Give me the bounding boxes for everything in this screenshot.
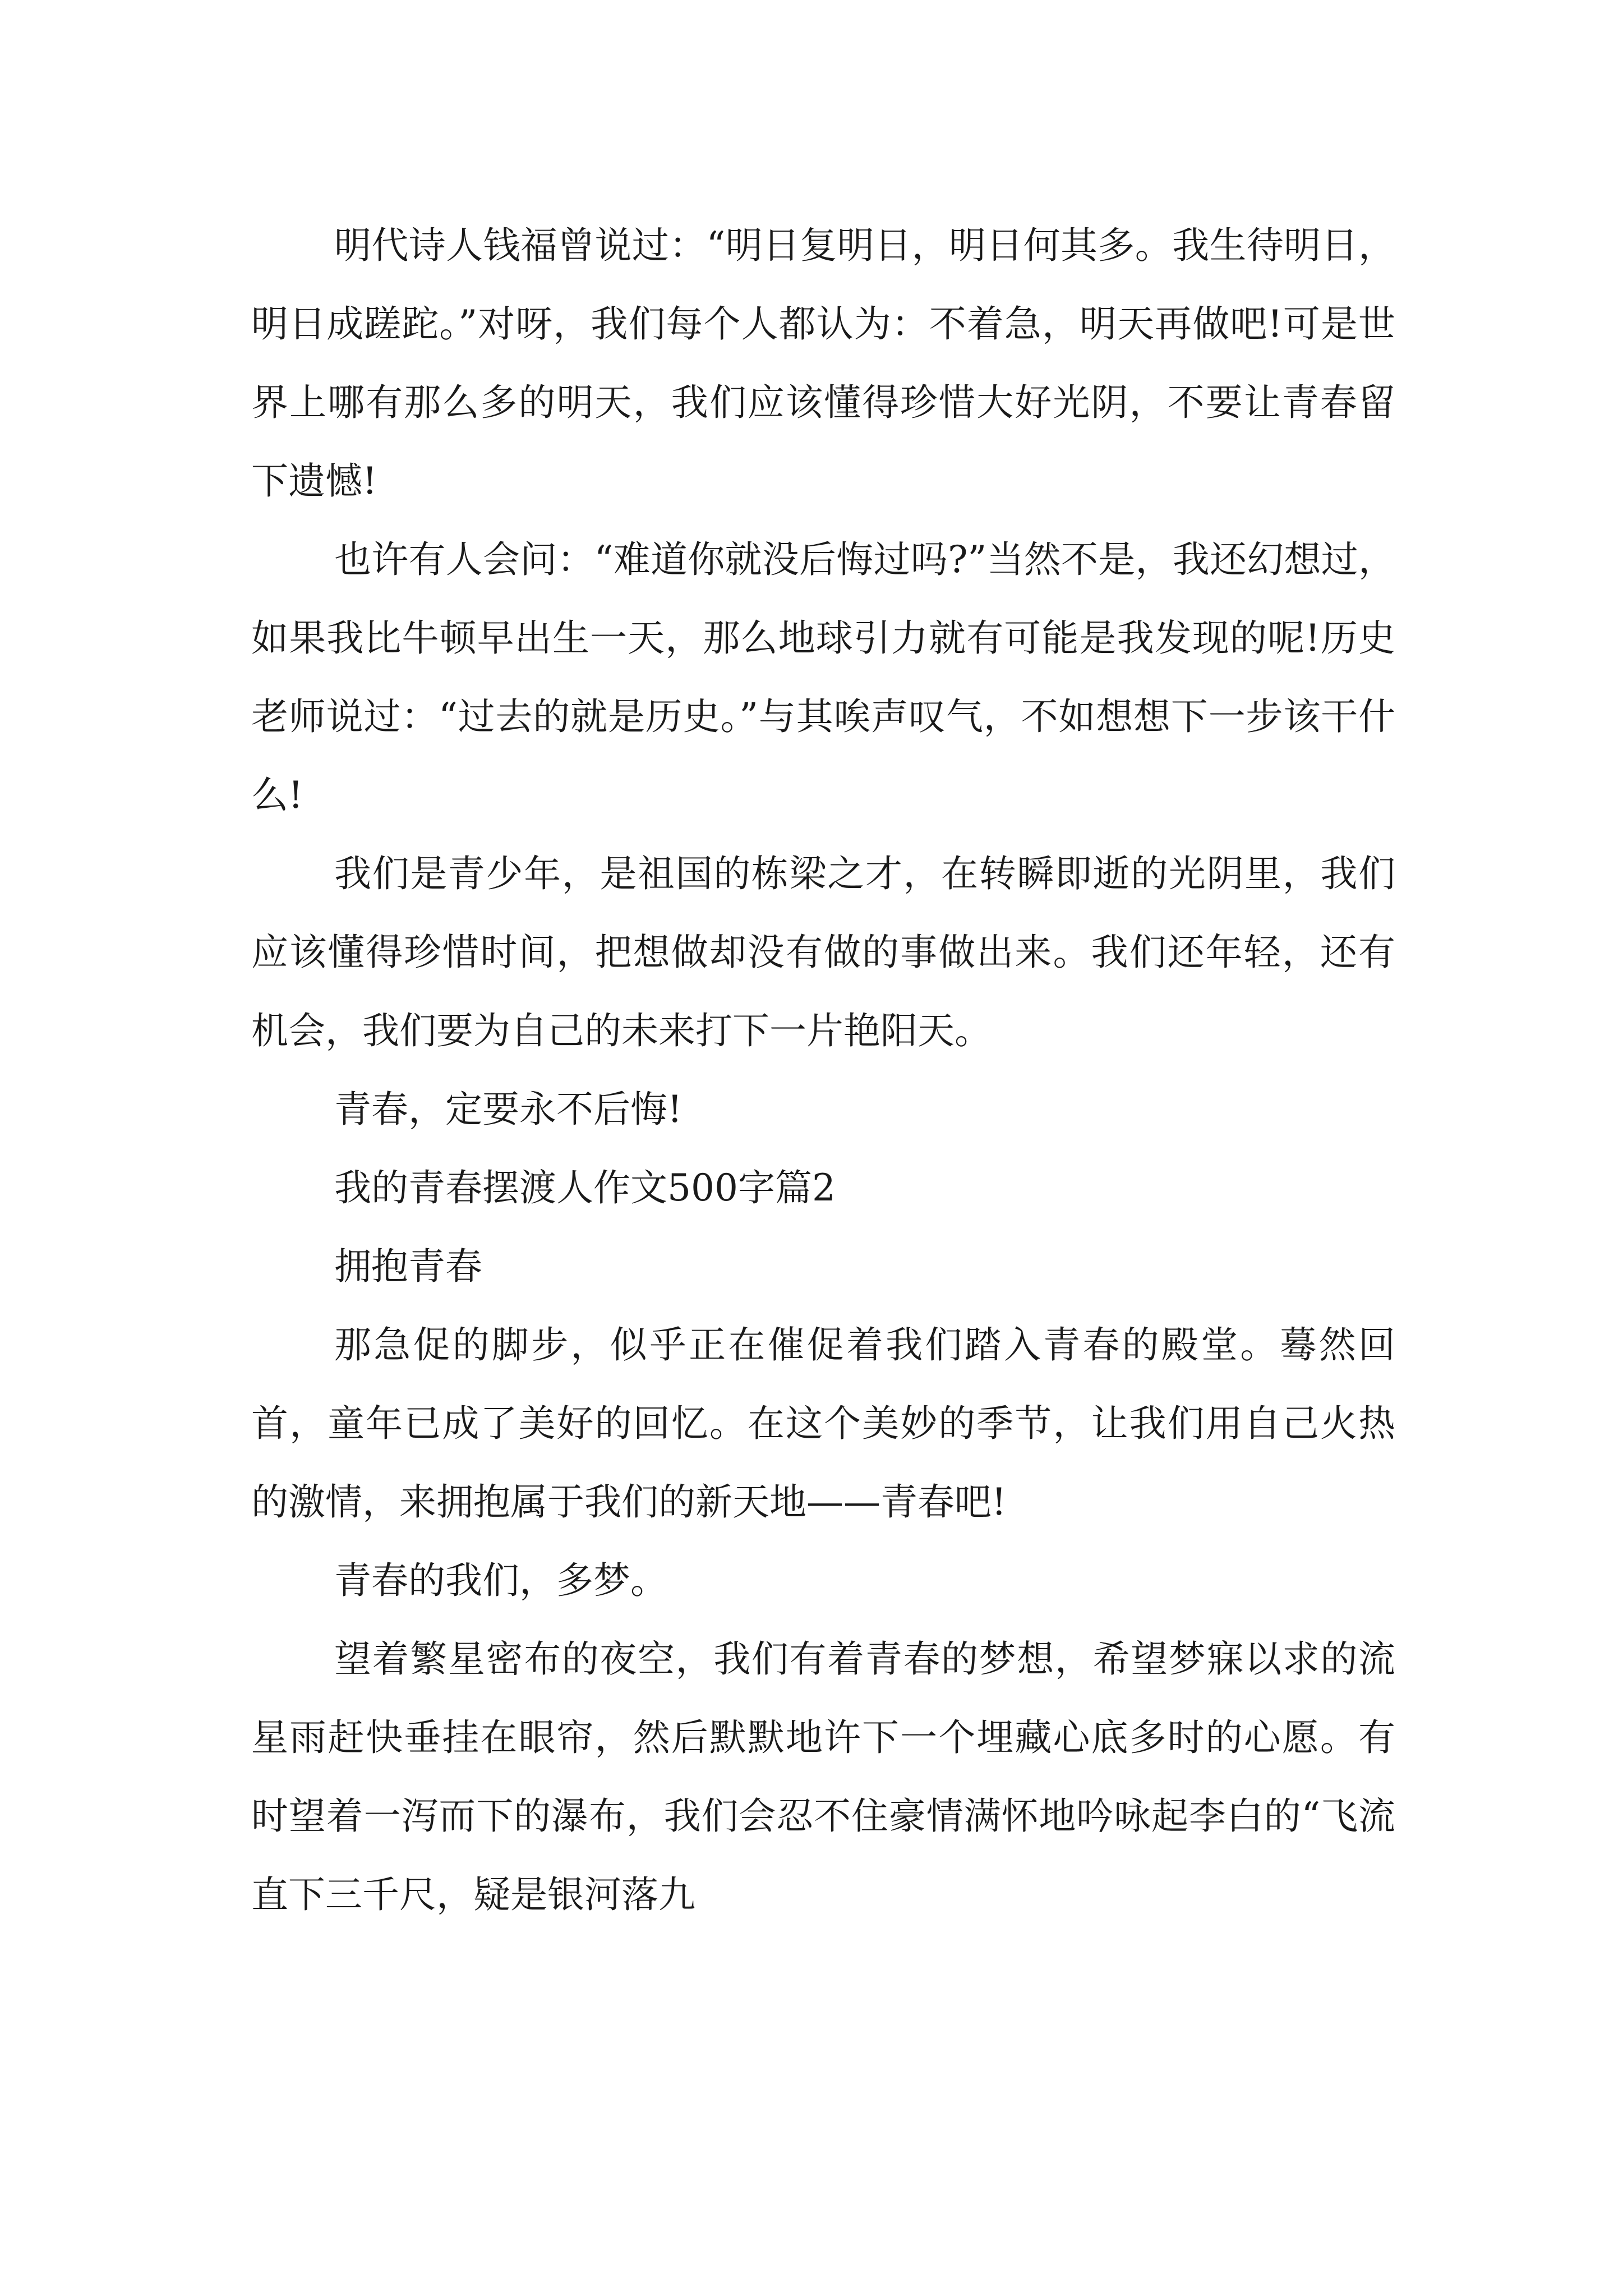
paragraph-5: 那急促的脚步，似乎正在催促着我们踏入青春的殿堂。蓦然回首，童年已成了美好的回忆。在这个美妙的季节，让我们用自己火热的激情，来拥抱属于我们的新天地——青春吧! xyxy=(251,1323,1395,1524)
paragraph-7: 望着繁星密布的夜空，我们有着青春的梦想，希望梦寐以求的流星雨赶快垂挂在眼帘，然后默默地许下一个埋藏心底多时的心愿。有时望着一泻而下的瀑布，我们会忍不住豪情满怀地吟咏起李白的“飞流直下三千尺，疑是银河落九 xyxy=(251,1637,1395,1916)
paragraph-3: 我们是青少年，是祖国的栋梁之才，在转瞬即逝的光阴里，我们应该懂得珍惜时间，把想做却没有做的事做出来。我们还年轻，还有机会，我们要为自己的未来打下一片艳阳天。 xyxy=(251,852,1395,1052)
paragraph-4: 青春，定要永不后悔! xyxy=(334,1088,683,1131)
essay-heading: 我的青春摆渡人作文500字篇2 xyxy=(334,1166,836,1209)
paragraph-6: 青春的我们，多梦。 xyxy=(334,1559,667,1602)
essay-title: 拥抱青春 xyxy=(334,1245,482,1288)
paragraph-1: 明代诗人钱福曾说过：“明日复明日，明日何其多。我生待明日，明日成蹉跎。”对呀，我们每个人都认为：不着急，明天再做吧!可是世界上哪有那么多的明天，我们应该懂得珍惜大好光阴，不要让青春留下遗憾! xyxy=(251,224,1395,503)
paragraph-2: 也许有人会问：“难道你就没后悔过吗?”当然不是，我还幻想过，如果我比牛顿早出生一天，那么地球引力就有可能是我发现的呢!历史老师说过：“过去的就是历史。”与其唉声叹气，不如想想下一步该干什么! xyxy=(251,538,1395,817)
document-body xyxy=(251,206,1395,1934)
